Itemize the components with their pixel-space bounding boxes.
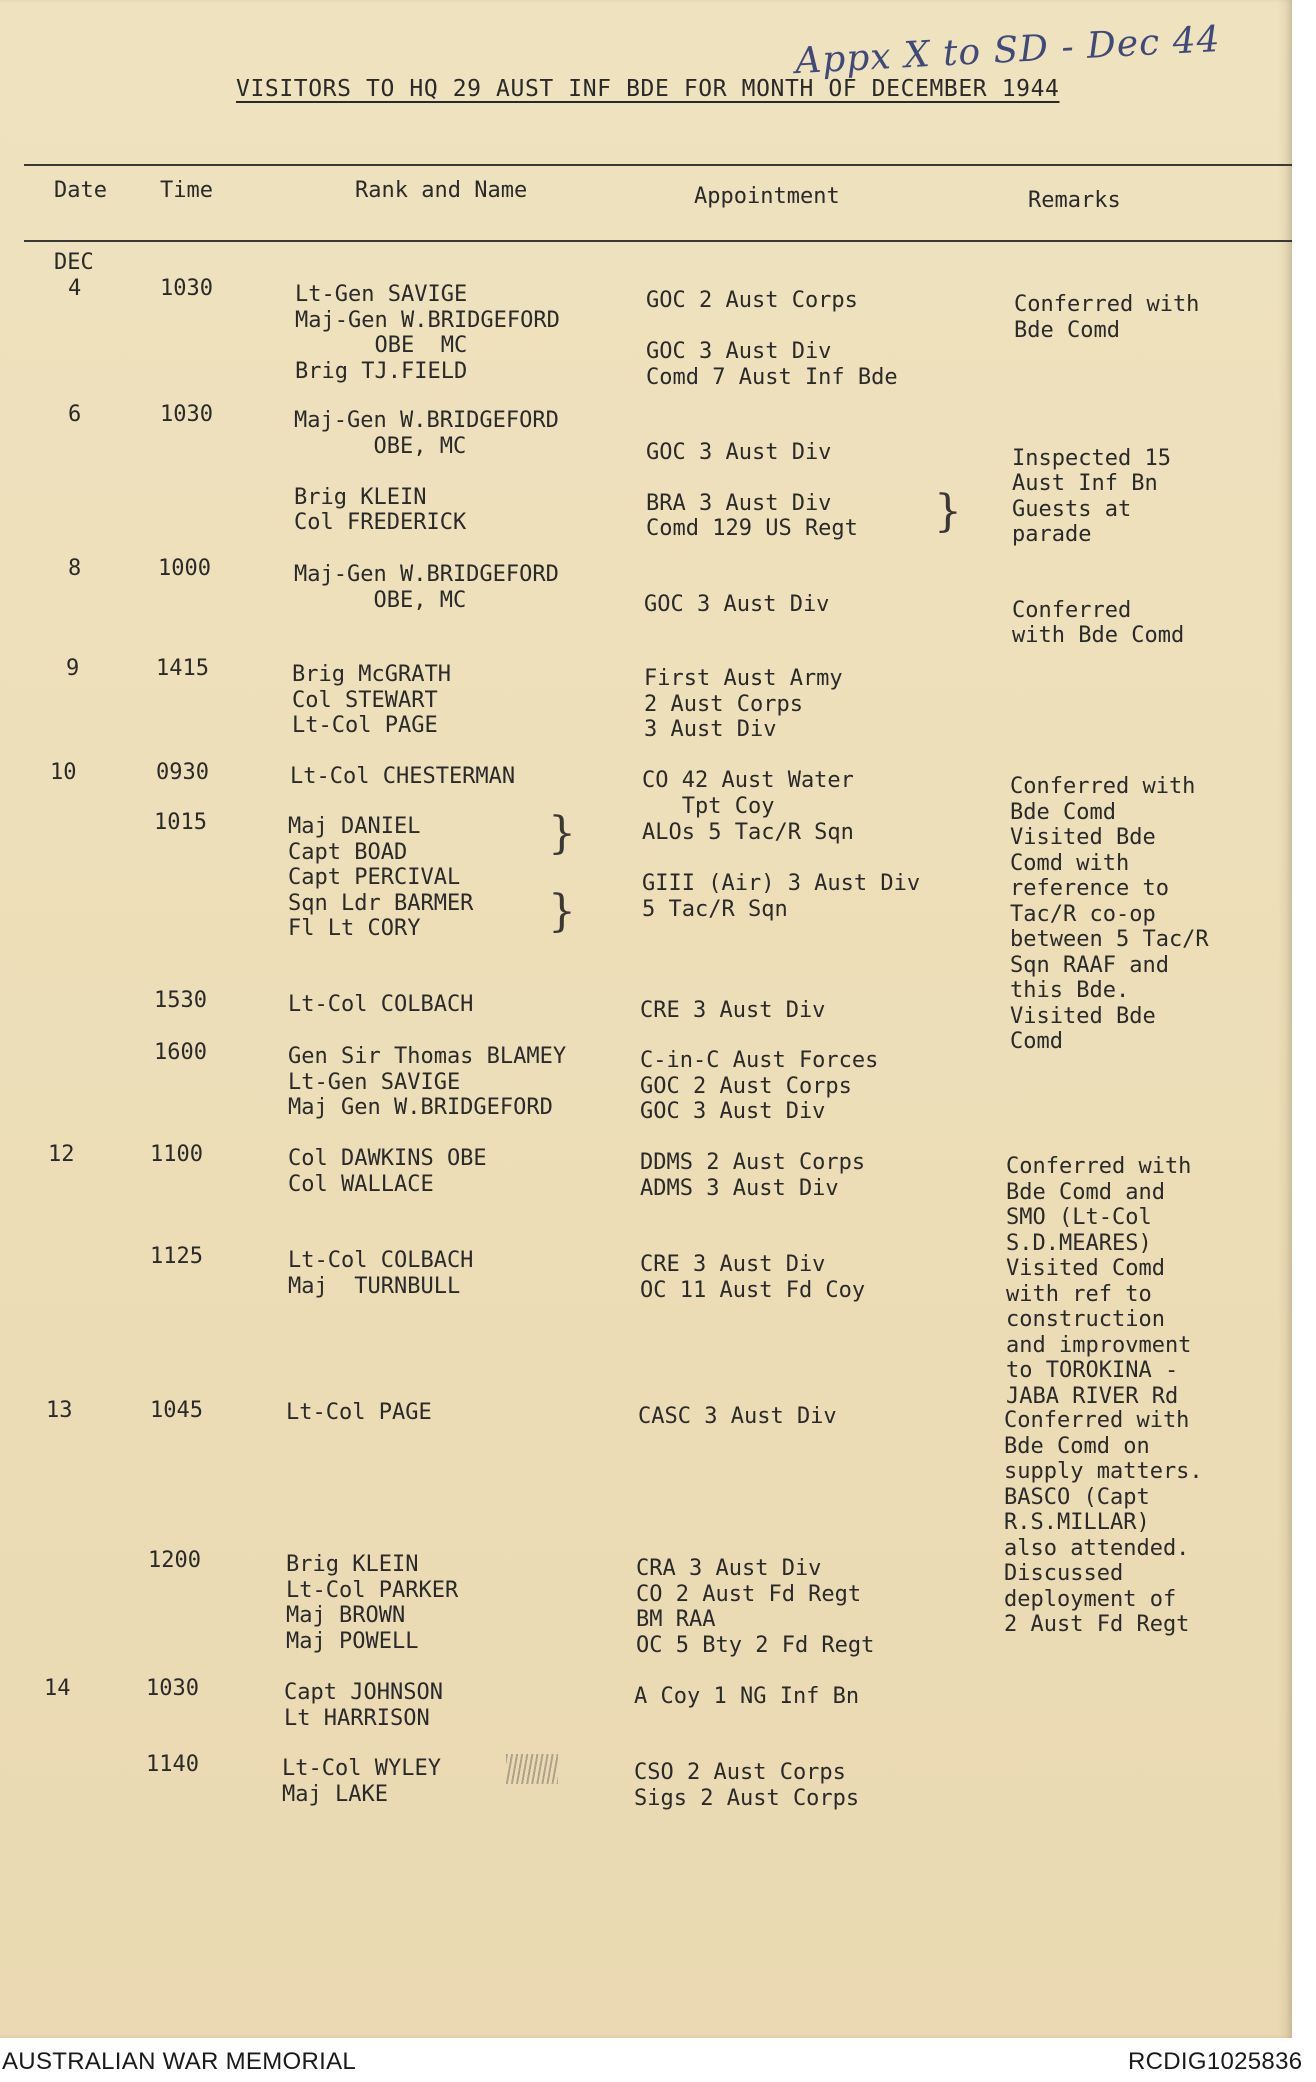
entry-appointment: First Aust Army 2 Aust Corps 3 Aust Div: [644, 666, 843, 742]
entry-appointment: CASC 3 Aust Div: [638, 1404, 837, 1429]
ink-smudge: [506, 1754, 558, 1784]
entry-appointment: DDMS 2 Aust Corps ADMS 3 Aust Div: [640, 1150, 866, 1201]
entry-appointment: GOC 3 Aust Div BRA 3 Aust Div Comd 129 US Regt: [646, 439, 858, 541]
document-title: VISITORS TO HQ 29 AUST INF BDE FOR MONTH OF DECEMBER 1944: [236, 76, 1060, 102]
entry-time: 1045: [150, 1398, 203, 1423]
entry-time: 1600: [154, 1040, 207, 1065]
entry-names: Maj DANIEL Capt BOAD Capt PERCIVAL Sqn Ldr BARMER Fl Lt CORY: [288, 814, 474, 941]
entry-time: 1030: [160, 276, 213, 301]
entry-appointment: CO 42 Aust Water Tpt Coy: [642, 768, 854, 819]
entry-date: 14: [44, 1676, 71, 1701]
month-label: DEC: [54, 250, 94, 275]
entry-appointment: CRE 3 Aust Div OC 11 Aust Fd Coy: [640, 1252, 866, 1303]
entry-remarks: Inspected 15 Aust Inf Bn Guests at parade: [1012, 445, 1171, 547]
entry-names: Maj-Gen W.BRIDGEFORD OBE, MC: [294, 562, 559, 613]
entry-appointment: GOC 2 Aust Corps GOC 3 Aust Div Comd 7 Aust Inf Bde: [646, 288, 898, 390]
entry-appointment: CRA 3 Aust Div CO 2 Aust Fd Regt BM RAA OC 5 Bty 2 Fd Regt: [636, 1556, 875, 1658]
entry-date: 8: [68, 556, 82, 581]
header-rule-bottom: [24, 240, 1292, 242]
entry-time: 1200: [148, 1548, 201, 1573]
entry-names: Lt-Col PAGE: [286, 1400, 432, 1425]
entry-date: 6: [68, 402, 82, 427]
entry-time: 1125: [150, 1244, 203, 1269]
entry-names: Col DAWKINS OBE Col WALLACE: [288, 1146, 487, 1197]
entry-time: 1100: [150, 1142, 203, 1167]
entry-appointment: CRE 3 Aust Div: [640, 998, 826, 1023]
entry-date: 12: [48, 1142, 75, 1167]
entry-names: Lt-Gen SAVIGE Maj-Gen W.BRIDGEFORD OBE MC Brig TJ.FIELD: [295, 282, 560, 384]
entry-date: 10: [50, 760, 77, 785]
entry-time: 1530: [154, 988, 207, 1013]
header-date: Date: [54, 178, 107, 203]
entry-remarks: Conferred with Bde Comd and SMO (Lt-Col S.D.MEARES) Visited Comd with ref to construction and improvment to TOROKINA - JABA RIVER Rd: [1006, 1154, 1192, 1409]
entry-time: 1000: [158, 556, 211, 581]
header-time: Time: [160, 178, 213, 203]
footer-record-id: RCDIG1025836: [1128, 2048, 1303, 2075]
entry-time: 1030: [160, 402, 213, 427]
entry-names: Capt JOHNSON Lt HARRISON: [284, 1680, 443, 1731]
entry-names: Lt-Col COLBACH: [288, 992, 474, 1017]
entry-names: Brig KLEIN Lt-Col PARKER Maj BROWN Maj POWELL: [286, 1552, 459, 1654]
entry-names: Lt-Col COLBACH Maj TURNBULL: [288, 1248, 474, 1299]
entry-remarks: Conferred with Bde Comd: [1014, 292, 1200, 343]
entry-time: 1015: [154, 810, 207, 835]
entry-remarks: Conferred with Bde Comd on supply matters. BASCO (Capt R.S.MILLAR) also attended. Discussed deployment of 2 Aust Fd Regt: [1004, 1408, 1203, 1637]
entry-time: 1140: [146, 1752, 199, 1777]
header-rank-name: Rank and Name: [355, 178, 528, 203]
entry-appointment: GOC 3 Aust Div: [644, 591, 830, 617]
paper-edge-shadow: [1278, 0, 1292, 2038]
entry-time: 1030: [146, 1676, 199, 1701]
entry-appointment: A Coy 1 NG Inf Bn: [634, 1684, 860, 1709]
entry-names: Maj-Gen W.BRIDGEFORD OBE, MC Brig KLEIN Col FREDERICK: [294, 408, 559, 535]
entry-date: 4: [68, 276, 82, 301]
entry-remarks: Conferred with Bde Comd Visited Bde Comd with reference to Tac/R co-op between 5 Tac/R Sqn RAAF and this Bde. Visited Bde Comd: [1010, 774, 1209, 1054]
entry-time: 1415: [156, 656, 209, 681]
entry-names: Lt-Col CHESTERMAN: [290, 764, 516, 789]
entry-appointment: C-in-C Aust Forces GOC 2 Aust Corps GOC 3 Aust Div: [640, 1048, 879, 1124]
entry-names: Gen Sir Thomas BLAMEY Lt-Gen SAVIGE Maj Gen W.BRIDGEFORD: [288, 1044, 567, 1120]
grouping-brace: }: [548, 886, 576, 937]
header-remarks: Remarks: [1028, 188, 1121, 213]
header-rule-top: [24, 164, 1292, 166]
entry-names: Lt-Col WYLEY Maj LAKE: [282, 1756, 441, 1807]
footer-archive-name: AUSTRALIAN WAR MEMORIAL: [2, 2048, 357, 2075]
entry-time: 0930: [156, 760, 209, 785]
header-appointment: Appointment: [694, 184, 840, 209]
grouping-brace: }: [934, 486, 962, 537]
grouping-brace: }: [548, 808, 576, 859]
entry-date: 13: [46, 1398, 73, 1423]
entry-names: Brig McGRATH Col STEWART Lt-Col PAGE: [292, 662, 451, 738]
handwritten-note: Appx X to SD - Dec 44: [794, 18, 1222, 83]
entry-remarks: Conferred with Bde Comd: [1012, 597, 1185, 648]
entry-appointment: CSO 2 Aust Corps Sigs 2 Aust Corps: [634, 1760, 860, 1811]
entry-date: 9: [66, 656, 80, 681]
entry-appointment: ALOs 5 Tac/R Sqn GIII (Air) 3 Aust Div 5 Tac/R Sqn: [642, 820, 921, 922]
